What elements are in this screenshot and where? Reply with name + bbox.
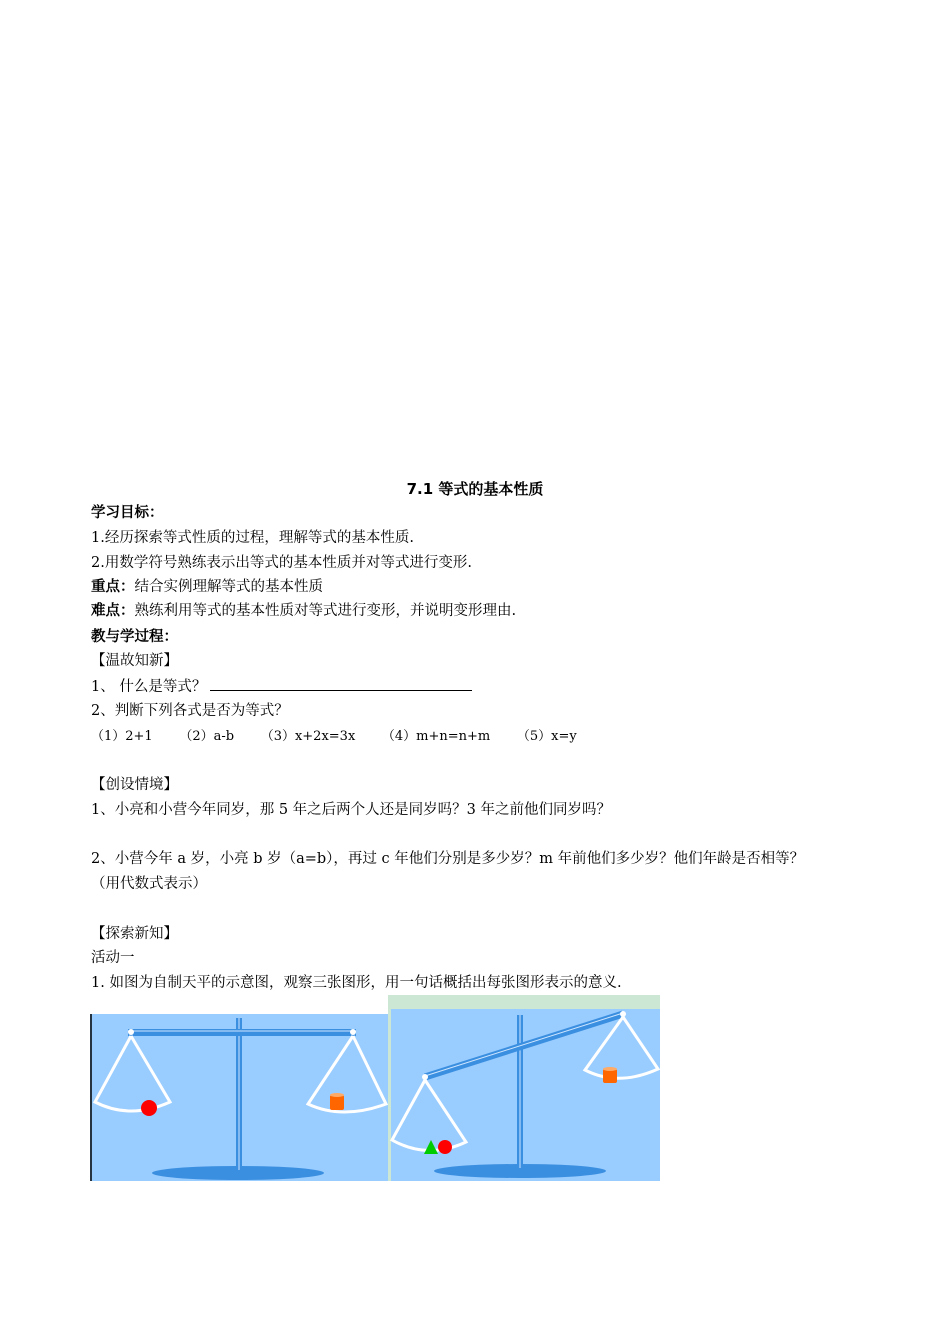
orange-weight bbox=[330, 1095, 344, 1110]
explore-question-1: 1. 如图为自制天平的示意图，观察三张图形，用一句话概括出每张图形表示的意义. bbox=[91, 975, 622, 991]
objectives-heading: 学习目标： bbox=[91, 505, 164, 521]
objective-item-1: 1.经历探索等式性质的过程，理解等式的基本性质. bbox=[91, 530, 414, 546]
option-3: （3）x+2x=3x bbox=[260, 729, 356, 744]
option-5: （5）x=y bbox=[516, 729, 577, 744]
orange-weight-top bbox=[330, 1093, 344, 1097]
option-4: （4）m+n=n+m bbox=[381, 729, 491, 744]
difficulty-text: 熟练利用等式的基本性质对等式进行变形，并说明变形理由. bbox=[134, 603, 517, 619]
review-options bbox=[91, 726, 599, 747]
review-question-1-text: 1、 什么是等式？ bbox=[91, 679, 207, 695]
right-pivot bbox=[620, 1011, 626, 1017]
orange-weight-top bbox=[603, 1067, 617, 1071]
left-pivot bbox=[128, 1029, 134, 1035]
review-question-1 bbox=[91, 676, 472, 697]
key-point-label: 重点： bbox=[91, 579, 135, 595]
explore-heading: 【探索新知】 bbox=[91, 926, 178, 942]
answer-blank[interactable] bbox=[210, 676, 472, 691]
scenario-heading: 【创设情境】 bbox=[91, 777, 178, 793]
key-point-text: 结合实例理解等式的基本性质 bbox=[134, 579, 323, 595]
red-ball bbox=[438, 1140, 452, 1154]
scenario-question-2: 2、小营今年 a 岁，小亮 b 岁（a=b），再过 c 年他们分别是多少岁？m 年前他们多少岁？他们年龄是否相等？ bbox=[91, 851, 805, 867]
objective-item-2: 2.用数学符号熟练表示出等式的基本性质并对等式进行变形. bbox=[91, 555, 472, 571]
difficulty bbox=[91, 601, 516, 621]
process-heading: 教与学过程： bbox=[91, 629, 178, 645]
left-pivot bbox=[422, 1074, 428, 1080]
red-ball bbox=[141, 1100, 157, 1116]
orange-weight bbox=[603, 1069, 617, 1083]
page-title: 7.1 等式的基本性质 bbox=[406, 480, 544, 498]
option-1: （1）2+1 bbox=[91, 729, 153, 744]
scenario-question-1: 1、小亮和小营今年同岁，那 5 年之后两个人还是同岁吗？3 年之前他们同岁吗？ bbox=[91, 802, 612, 818]
review-question-2: 2、判断下列各式是否为等式？ bbox=[91, 703, 289, 719]
key-point bbox=[91, 577, 323, 597]
balanced-scale-figure bbox=[90, 1014, 388, 1181]
option-2: （2）a-b bbox=[179, 729, 235, 744]
scenario-question-2-note: （用代数式表示） bbox=[91, 876, 207, 892]
right-pivot bbox=[350, 1029, 356, 1035]
activity-label: 活动一 bbox=[91, 950, 135, 966]
difficulty-label: 难点： bbox=[91, 603, 135, 619]
figure-left-band bbox=[388, 995, 391, 1181]
review-heading: 【温故知新】 bbox=[91, 653, 178, 669]
figure-top-band bbox=[388, 995, 660, 1009]
tilted-scale-figure bbox=[388, 995, 660, 1181]
scale-beam bbox=[128, 1029, 356, 1036]
